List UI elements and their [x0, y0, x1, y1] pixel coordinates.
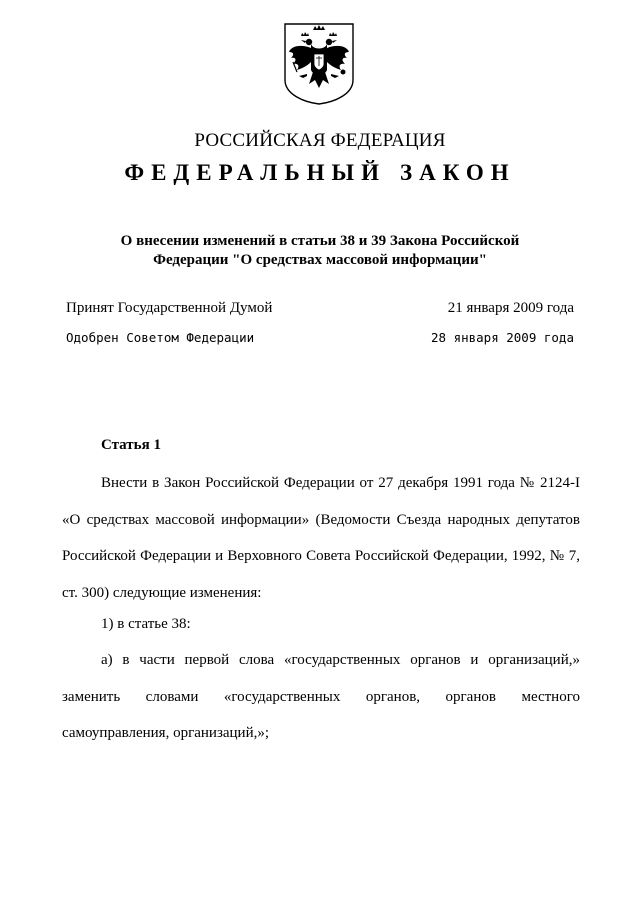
- adoption-row-duma: [66, 300, 574, 317]
- article-paragraph: [62, 465, 580, 611]
- paragraph-text: 1) в статье 38:: [101, 616, 191, 632]
- adoption-label: Одобрен Советом Федерации: [66, 330, 255, 345]
- coat-of-arms-icon: [283, 22, 355, 106]
- law-title-line-2: Федерации "О средствах массовой информации": [153, 252, 487, 268]
- adoption-row-council: [66, 330, 574, 345]
- article-paragraph: [62, 606, 580, 643]
- article-paragraph: [62, 642, 580, 752]
- document-type-word-2: ЗАКОН: [400, 160, 516, 185]
- adoption-date: 21 января 2009 года: [447, 300, 574, 316]
- adoption-label: Принят Государственной Думой: [66, 300, 273, 316]
- law-title-line-1: О внесении изменений в статьи 38 и 39 Закона Российской: [120, 233, 520, 249]
- document-type-word-1: ФЕДЕРАЛЬНЫЙ: [124, 160, 387, 185]
- paragraph-text: а) в части первой слова «государственных органов и организаций,» заменить словами «государственных органов, органов местного самоуправления, организаций,»;: [62, 652, 580, 741]
- document-type: [0, 160, 640, 186]
- paragraph-text: Внести в Закон Российской Федерации от 27 декабря 1991 года № 2124-I «О средствах массовой информации» (Ведомости Съезда народных депутатов Российской Федерации и Верховного Совета Российской Федерации, 1992, № 7, ст. 300) следующие изменения:: [62, 475, 580, 601]
- country-name: РОССИЙСКАЯ ФЕДЕРАЦИЯ: [194, 130, 446, 151]
- article-heading: Статья 1: [101, 437, 161, 453]
- adoption-date: 28 января 2009 года: [431, 330, 574, 345]
- law-title: [60, 232, 580, 270]
